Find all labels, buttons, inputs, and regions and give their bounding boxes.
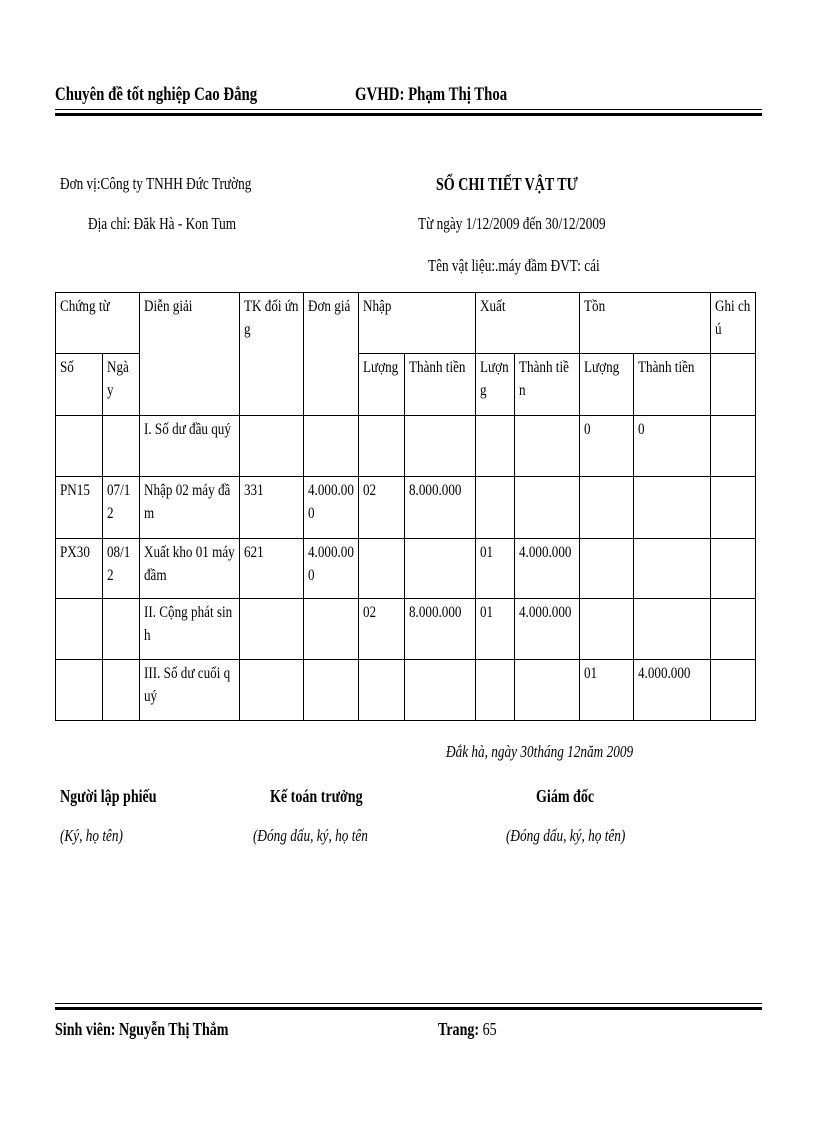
- header-rule-thin: [55, 109, 762, 110]
- cell-xuat-tien: [515, 660, 580, 721]
- preparer-title: Người lập phiếu: [60, 786, 157, 806]
- cell-dien-giai: II. Cộng phát sinh: [140, 599, 240, 660]
- cell-dien-giai: Nhập 02 máy đầm: [140, 477, 240, 539]
- cell-ghi-chu: [711, 416, 756, 477]
- cell-ngay: [103, 416, 140, 477]
- org-address: Địa chỉ: Đăk Hà - Kon Tum: [88, 214, 237, 233]
- cell-xuat-luong: 01: [476, 599, 515, 660]
- cell-ton-tien: 0: [634, 416, 711, 477]
- cell-xuat-tien: [515, 477, 580, 539]
- footer-student: Sinh viên: Nguyễn Thị Thắm: [55, 1019, 229, 1039]
- cell-xuat-tien: [515, 416, 580, 477]
- cell-don-gia: 4.000.000: [304, 539, 359, 599]
- cell-so: [56, 660, 103, 721]
- cell-ngay: 07/12: [103, 477, 140, 539]
- cell-ton-luong: [580, 477, 634, 539]
- cell-nhap-luong: [359, 416, 405, 477]
- th-ton-luong: Lượng: [580, 354, 634, 416]
- cell-ton-tien: [634, 539, 711, 599]
- footer-rule-thin: [55, 1003, 762, 1004]
- director-title: Giám đốc: [536, 786, 595, 806]
- ledger-material: Tên vật liệu:.máy đầm ĐVT: cái: [428, 256, 600, 275]
- org-unit: Đơn vị:Công ty TNHH Đức Trường: [60, 174, 252, 193]
- th-nhap-luong: Lượng: [359, 354, 405, 416]
- th-ngay: Ngày: [103, 354, 140, 416]
- th-chung-tu: Chứng từ: [56, 293, 140, 354]
- preparer-note: (Ký, họ tên): [60, 826, 123, 845]
- cell-xuat-luong: [476, 477, 515, 539]
- cell-tk: 331: [240, 477, 304, 539]
- table-row: [56, 416, 756, 477]
- cell-ton-luong: [580, 539, 634, 599]
- table-row: [56, 539, 756, 599]
- date-line: Đắk hà, ngày 30tháng 12năm 2009: [446, 742, 634, 761]
- cell-ton-tien: 4.000.000: [634, 660, 711, 721]
- cell-don-gia: [304, 416, 359, 477]
- cell-tk: [240, 599, 304, 660]
- chief-accountant-title: Kế toán trưởng: [270, 786, 363, 806]
- cell-nhap-tien: [405, 539, 476, 599]
- cell-so: [56, 599, 103, 660]
- header-right: GVHD: Phạm Thị Thoa: [355, 84, 508, 105]
- cell-ton-luong: [580, 599, 634, 660]
- cell-nhap-luong: [359, 539, 405, 599]
- th-xuat-thanh-tien: Thành tiền: [515, 354, 580, 416]
- cell-dien-giai: I. Số dư đầu quý: [140, 416, 240, 477]
- cell-don-gia: [304, 599, 359, 660]
- cell-nhap-tien: [405, 660, 476, 721]
- header-row-1: [56, 293, 756, 354]
- ledger-period: Từ ngày 1/12/2009 đến 30/12/2009: [418, 214, 606, 233]
- th-ghi-chu-blank: [711, 354, 756, 416]
- director-note: (Đóng dấu, ký, họ tên): [506, 826, 626, 845]
- cell-ghi-chu: [711, 599, 756, 660]
- header-left: Chuyên đề tốt nghiệp Cao Đẳng: [55, 84, 258, 105]
- cell-nhap-tien: [405, 416, 476, 477]
- cell-dien-giai: III. Số dư cuối quý: [140, 660, 240, 721]
- th-so: Số: [56, 354, 103, 416]
- cell-ngay: 08/12: [103, 539, 140, 599]
- cell-ghi-chu: [711, 539, 756, 599]
- th-ghi-chu: Ghi chú: [711, 293, 756, 354]
- cell-tk: [240, 416, 304, 477]
- cell-ghi-chu: [711, 660, 756, 721]
- cell-nhap-luong: 02: [359, 599, 405, 660]
- cell-xuat-luong: [476, 416, 515, 477]
- cell-ghi-chu: [711, 477, 756, 539]
- cell-tk: [240, 660, 304, 721]
- cell-don-gia: [304, 660, 359, 721]
- cell-so: [56, 416, 103, 477]
- th-nhap-thanh-tien: Thành tiền: [405, 354, 476, 416]
- cell-ngay: [103, 599, 140, 660]
- cell-so: PX30: [56, 539, 103, 599]
- th-ton-thanh-tien: Thành tiền: [634, 354, 711, 416]
- header-rule-thick: [55, 113, 762, 116]
- cell-don-gia: 4.000.000: [304, 477, 359, 539]
- th-xuat: Xuất: [476, 293, 580, 354]
- cell-ngay: [103, 660, 140, 721]
- page-label: Trang:: [438, 1019, 480, 1039]
- th-nhap: Nhập: [359, 293, 476, 354]
- footer-rule-thick: [55, 1007, 762, 1010]
- cell-ton-luong: 0: [580, 416, 634, 477]
- ledger-table: [55, 292, 756, 721]
- cell-xuat-luong: 01: [476, 539, 515, 599]
- cell-nhap-tien: 8.000.000: [405, 477, 476, 539]
- th-don-gia: Đơn giá: [304, 293, 359, 416]
- cell-nhap-luong: [359, 660, 405, 721]
- th-xuat-luong: Lượng: [476, 354, 515, 416]
- th-dien-giai: Diễn giải: [140, 293, 240, 416]
- table-row: [56, 599, 756, 660]
- cell-xuat-tien: 4.000.000: [515, 539, 580, 599]
- cell-xuat-tien: 4.000.000: [515, 599, 580, 660]
- cell-so: PN15: [56, 477, 103, 539]
- cell-tk: 621: [240, 539, 304, 599]
- cell-nhap-luong: 02: [359, 477, 405, 539]
- th-tk-doi-ung: TK đối ứng: [240, 293, 304, 416]
- chief-accountant-note: (Đóng dấu, ký, họ tên: [253, 826, 368, 845]
- table-row: [56, 660, 756, 721]
- th-ton: Tồn: [580, 293, 711, 354]
- cell-ton-tien: [634, 477, 711, 539]
- page-number: 65: [482, 1019, 497, 1039]
- table-row: [56, 477, 756, 539]
- cell-ton-tien: [634, 599, 711, 660]
- footer-page: [438, 1019, 513, 1040]
- cell-nhap-tien: 8.000.000: [405, 599, 476, 660]
- cell-dien-giai: Xuất kho 01 máy đầm: [140, 539, 240, 599]
- cell-xuat-luong: [476, 660, 515, 721]
- ledger-title: SỔ CHI TIẾT VẬT TƯ: [436, 174, 578, 194]
- cell-ton-luong: 01: [580, 660, 634, 721]
